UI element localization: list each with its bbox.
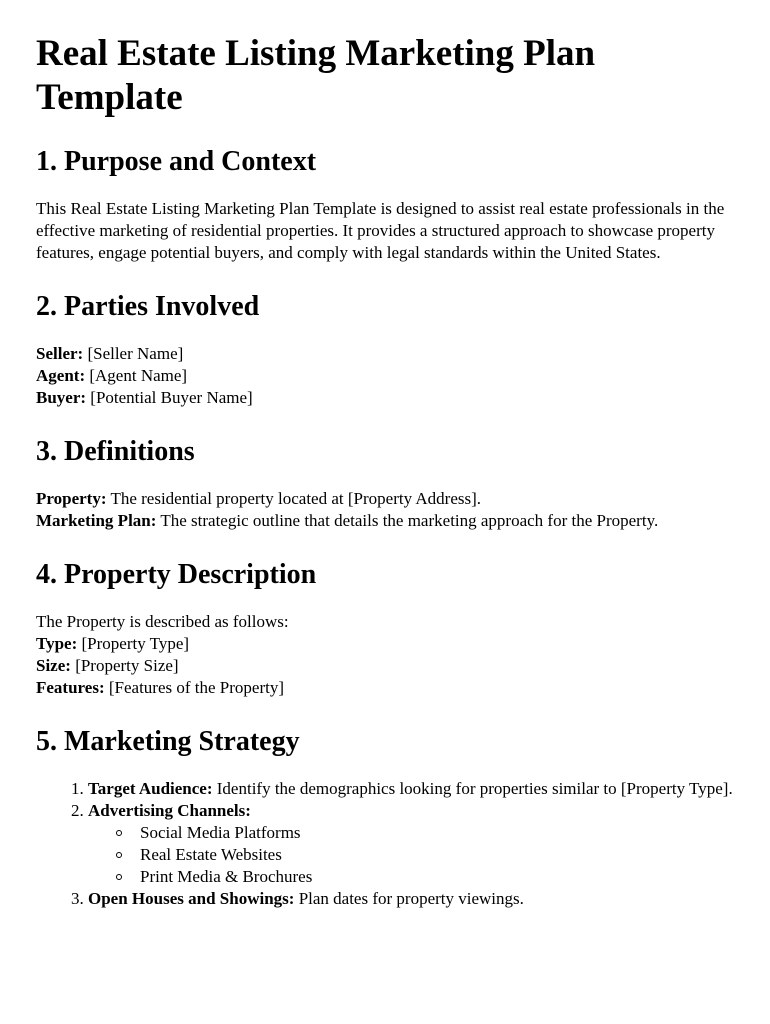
strategy-list bbox=[36, 778, 734, 910]
circle-bullet-icon bbox=[116, 852, 122, 858]
party-value: [Seller Name] bbox=[83, 344, 184, 363]
description-list bbox=[36, 611, 734, 699]
description-value: [Property Type] bbox=[77, 634, 190, 653]
description-intro: The Property is described as follows: bbox=[36, 612, 289, 631]
strategy-item-advertising-channels bbox=[88, 800, 734, 888]
definition-text: The strategic outline that details the marketing approach for the Property. bbox=[156, 511, 659, 530]
strategy-label: Open Houses and Showings: bbox=[88, 889, 295, 908]
channel-item bbox=[116, 844, 734, 866]
section-heading-purpose: 1. Purpose and Context bbox=[36, 146, 317, 177]
description-label: Type: bbox=[36, 634, 78, 653]
party-agent bbox=[36, 365, 734, 387]
channel-label: Real Estate Websites bbox=[140, 845, 282, 864]
parties-list bbox=[36, 343, 734, 409]
definition-term: Property: bbox=[36, 489, 107, 508]
section-heading-strategy: 5. Marketing Strategy bbox=[36, 726, 300, 757]
party-label: Agent: bbox=[36, 366, 86, 385]
channel-label: Social Media Platforms bbox=[140, 823, 301, 842]
description-features bbox=[36, 677, 734, 699]
party-value: [Potential Buyer Name] bbox=[86, 388, 253, 407]
circle-bullet-icon bbox=[116, 874, 122, 880]
channel-item bbox=[116, 866, 734, 888]
description-type bbox=[36, 633, 734, 655]
definition-property bbox=[36, 488, 734, 510]
section-heading-parties: 2. Parties Involved bbox=[36, 291, 260, 322]
strategy-label: Target Audience: bbox=[88, 779, 213, 798]
strategy-text: Plan dates for property viewings. bbox=[294, 889, 524, 908]
purpose-paragraph: This Real Estate Listing Marketing Plan Template is designed to assist real estate professionals in the effective marketing of residential properties. It provides a structured approach to showcase property features, engage potential buyers, and comply with legal standards within the United States. bbox=[36, 199, 725, 262]
circle-bullet-icon bbox=[116, 830, 122, 836]
strategy-item-open-houses bbox=[88, 888, 734, 910]
section-heading-description: 4. Property Description bbox=[36, 559, 317, 590]
description-label: Features: bbox=[36, 678, 105, 697]
definition-text: The residential property located at [Property Address]. bbox=[106, 489, 482, 508]
description-label: Size: bbox=[36, 656, 71, 675]
definition-marketing-plan bbox=[36, 510, 734, 532]
party-label: Seller: bbox=[36, 344, 84, 363]
description-value: [Property Size] bbox=[70, 656, 179, 675]
document-title: Real Estate Listing Marketing Plan Template bbox=[36, 33, 596, 118]
party-seller bbox=[36, 343, 734, 365]
definitions-list bbox=[36, 488, 734, 532]
strategy-text: Identify the demographics looking for properties similar to [Property Type]. bbox=[212, 779, 733, 798]
definition-term: Marketing Plan: bbox=[36, 511, 157, 530]
description-size bbox=[36, 655, 734, 677]
description-value: [Features of the Property] bbox=[104, 678, 284, 697]
party-label: Buyer: bbox=[36, 388, 87, 407]
strategy-label: Advertising Channels: bbox=[88, 801, 251, 820]
channel-item bbox=[116, 822, 734, 844]
section-heading-definitions: 3. Definitions bbox=[36, 436, 195, 467]
channel-label: Print Media & Brochures bbox=[140, 867, 313, 886]
party-value: [Agent Name] bbox=[85, 366, 188, 385]
channels-list bbox=[88, 822, 734, 888]
party-buyer bbox=[36, 387, 734, 409]
strategy-item-target-audience bbox=[88, 778, 734, 800]
